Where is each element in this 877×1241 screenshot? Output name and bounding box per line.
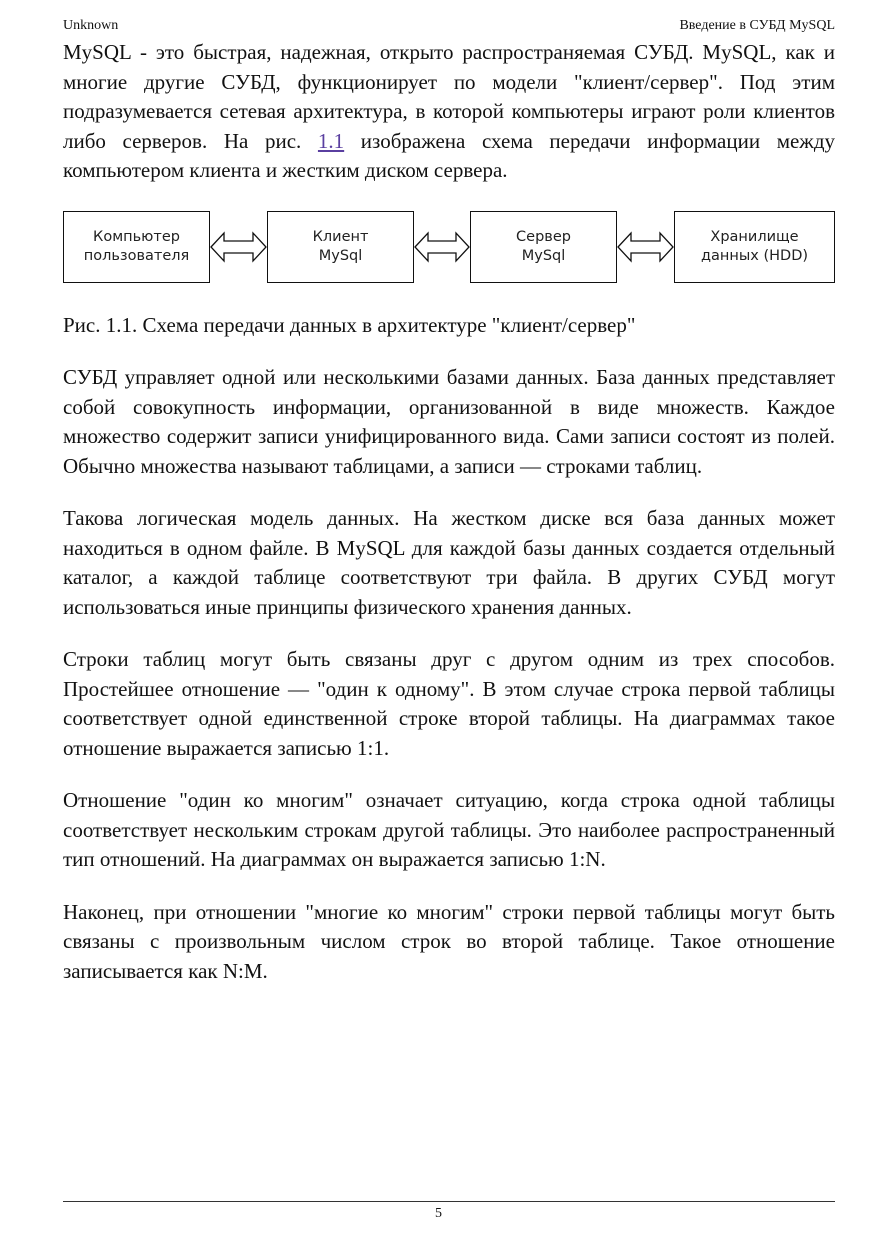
- header-title: Введение в СУБД MySQL: [679, 18, 835, 33]
- diagram-box-mysql-server: [470, 211, 617, 283]
- intro-paragraph: [63, 38, 835, 186]
- body-paragraph: СУБД управляет одной или несколькими базами данных. База данных представляет собой совокупность информации, организованной в виде множеств. Каждое множество содержит записи унифицированного вида. Сами записи состоят из полей. Обычно множества называют таблицами, а записи — строками таблиц.: [63, 365, 835, 478]
- body-paragraph: Отношение "один ко многим" означает ситуацию, когда строка одной таблицы соответствует нескольким строкам другой таблицы. Это наиболее распространенный тип отношений. На диаграммах он выражается записью 1:N.: [63, 788, 835, 871]
- box-label-line2: MySql: [521, 247, 566, 264]
- box-label-line2: пользователя: [83, 247, 190, 264]
- box-label-line2: MySql: [318, 247, 363, 264]
- box-label-line1: Хранилище: [710, 228, 799, 245]
- page-content: [63, 38, 835, 986]
- box-label-line1: Сервер: [516, 228, 571, 245]
- architecture-diagram: [63, 211, 835, 285]
- box-label-line1: Компьютер: [93, 228, 180, 245]
- intro-text-end: изображена схема передачи информации между компьютером клиента и жестким диском сервера.: [63, 128, 836, 182]
- footer-divider: [63, 1201, 835, 1202]
- double-arrow-icon: [414, 229, 470, 265]
- body-paragraph: Такова логическая модель данных. На жестком диске вся база данных может находиться в одном файле. В MySQL для каждой базы данных создается отдельный каталог, а каждой таблице соответствуют три файла. В других СУБД могут использоваться иные принципы физического хранения данных.: [63, 506, 835, 619]
- intro-text-start: MySQL - это быстрая, надежная, открыто распространяемая СУБД. MySQL, как и многие другие СУБД, функционирует по модели "клиент/сервер". Под этим подразумевается сетевая архитектура, в которой компьютеры играют роли клиентов либо серверов. На рис.: [63, 40, 835, 153]
- double-arrow-icon: [210, 229, 267, 265]
- figure-caption: Рис. 1.1. Схема передачи данных в архитектуре "клиент/сервер": [63, 312, 636, 337]
- box-label-line2: данных (HDD): [700, 247, 809, 264]
- diagram-box-data-storage: [674, 211, 835, 283]
- body-paragraph: Наконец, при отношении "многие ко многим" строки первой таблицы могут быть связаны с произвольным числом строк во второй таблице. Такое отношение записывается как N:M.: [63, 899, 835, 983]
- diagram-box-mysql-client: [267, 211, 414, 283]
- page-number: 5: [435, 1206, 442, 1221]
- double-arrow-icon: [617, 229, 674, 265]
- header-left: Unknown: [63, 18, 119, 33]
- diagram-box-user-computer: [63, 211, 210, 283]
- figure-link[interactable]: 1.1: [317, 128, 345, 153]
- body-paragraph: Строки таблиц могут быть связаны друг с другом одним из трех способов. Простейшее отношение — "один к одному". В этом случае строка первой таблицы соответствует одной единственной строке второй таблицы. На диаграммах такое отношение выражается записью 1:1.: [63, 647, 835, 760]
- box-label-line1: Клиент: [312, 228, 369, 245]
